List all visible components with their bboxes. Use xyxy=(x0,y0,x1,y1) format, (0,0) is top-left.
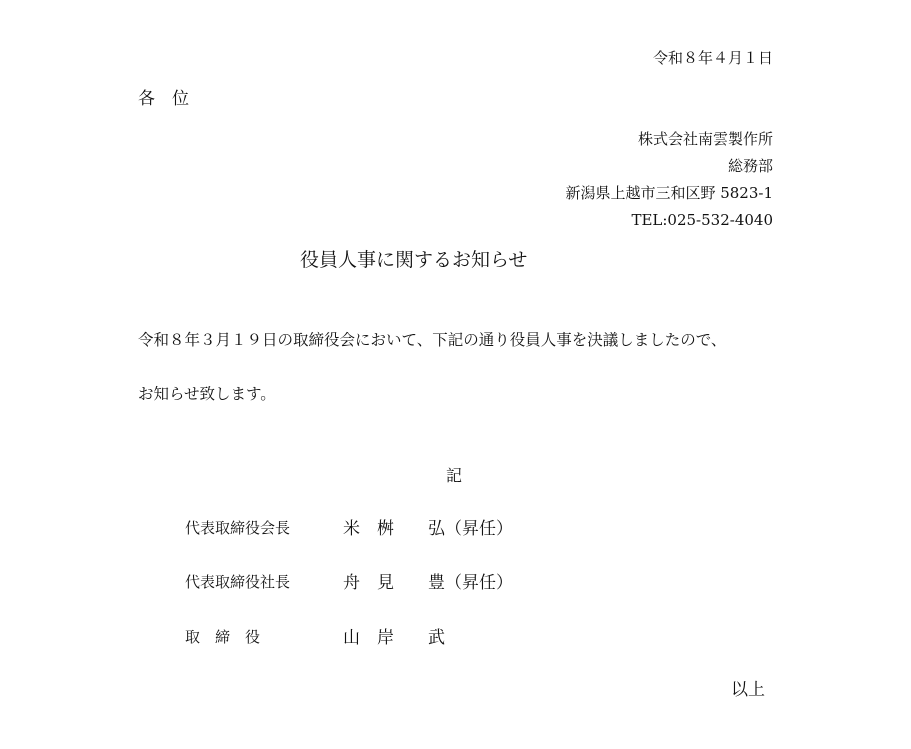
body-text-line-1: 令和８年３月１９日の取締役会において、下記の通り役員人事を決議しましたので、 xyxy=(138,331,727,349)
appointment-name: 山 岸 武 xyxy=(343,628,445,648)
sender-address: 新潟県上越市三和区野 5823-1 xyxy=(565,184,773,202)
addressee: 各 位 xyxy=(138,89,189,109)
sender-tel: TEL:025-532-4040 xyxy=(631,211,773,229)
appointment-role: 取 締 役 xyxy=(185,628,261,646)
appointment-role: 代表取締役社長 xyxy=(185,573,291,591)
issue-date: 令和８年４月１日 xyxy=(652,49,773,67)
appointment-name: 舟 見 豊（昇任） xyxy=(343,573,513,593)
appointment-name: 米 桝 弘（昇任） xyxy=(343,519,513,539)
document-title: 役員人事に関するお知らせ xyxy=(300,249,528,271)
sender-company: 株式会社南雲製作所 xyxy=(637,130,773,148)
appointment-role: 代表取締役会長 xyxy=(185,519,291,537)
body-text-line-2: お知らせ致します。 xyxy=(138,385,276,403)
ki-heading: 記 xyxy=(446,466,463,485)
sender-department: 総務部 xyxy=(727,157,773,175)
closing-ijou: 以上 xyxy=(731,680,765,700)
